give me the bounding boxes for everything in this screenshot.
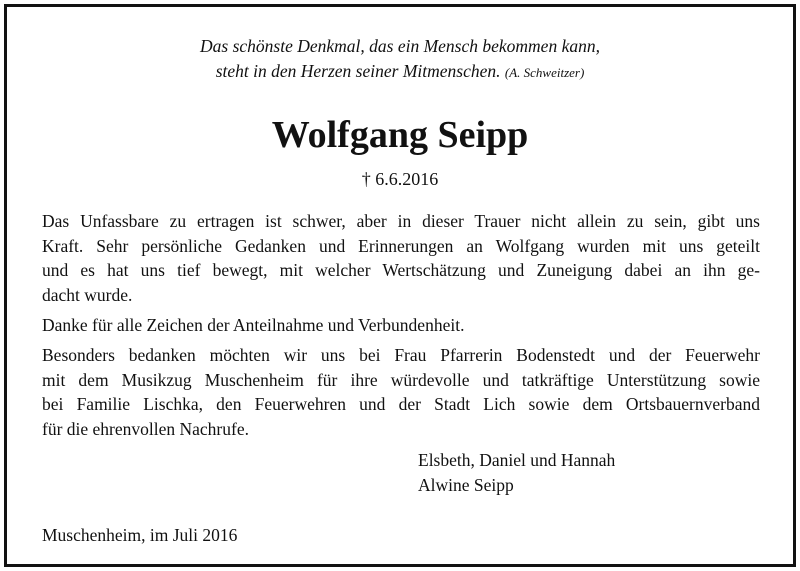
obituary-notice xyxy=(4,4,796,567)
place-and-date: Muschenheim, im Juli 2016 xyxy=(42,525,238,545)
quote-author: (A. Schweitzer) xyxy=(504,65,585,80)
deceased-name: Wolfgang Seipp xyxy=(271,114,529,156)
paragraph-line: und es hat uns tief bewegt, mit welcher Wertschätzung und Zuneigung dabei an ihn ge- xyxy=(42,260,760,280)
quote-line-2 xyxy=(7,59,793,85)
paragraph-line: bei Familie Lischka, den Feuerwehren und der Stadt Lich sowie dem Ortsbauernverband xyxy=(42,394,760,414)
signatures xyxy=(418,448,615,497)
paragraph-line: Besonders bedanken möchten wir uns bei Frau Pfarrerin Bodenstedt und der Feuerwehr xyxy=(42,345,760,365)
paragraph-line: mit dem Musikzug Muschenheim für ihre würdevolle und tatkräftige Unterstützung sowie xyxy=(42,369,760,390)
thanks-paragraph-1 xyxy=(42,209,760,307)
thanks-paragraph-3 xyxy=(42,343,760,441)
paragraph-line: dacht wurde. xyxy=(42,284,133,305)
paragraph-line: Danke für alle Zeichen der Anteilnahme und Verbundenheit. xyxy=(42,315,465,335)
thanks-paragraph-2 xyxy=(42,313,760,338)
death-date: † 6.6.2016 xyxy=(361,169,439,189)
signature-line: Alwine Seipp xyxy=(418,474,514,495)
paragraph-line: Das Unfassbare zu ertragen ist schwer, aber in dieser Trauer nicht allein zu sein, gibt uns xyxy=(42,211,760,231)
paragraph-line: Kraft. Sehr persönliche Gedanken und Erinnerungen an Wolfgang wurden mit uns geteilt xyxy=(42,235,760,256)
quote-line-1: Das schönste Denkmal, das ein Mensch bekommen kann, xyxy=(200,36,600,56)
quote-text: steht in den Herzen seiner Mitmenschen. xyxy=(215,61,501,81)
paragraph-line: für die ehrenvollen Nachrufe. xyxy=(42,418,249,439)
signature-line: Elsbeth, Daniel und Hannah xyxy=(418,450,616,470)
